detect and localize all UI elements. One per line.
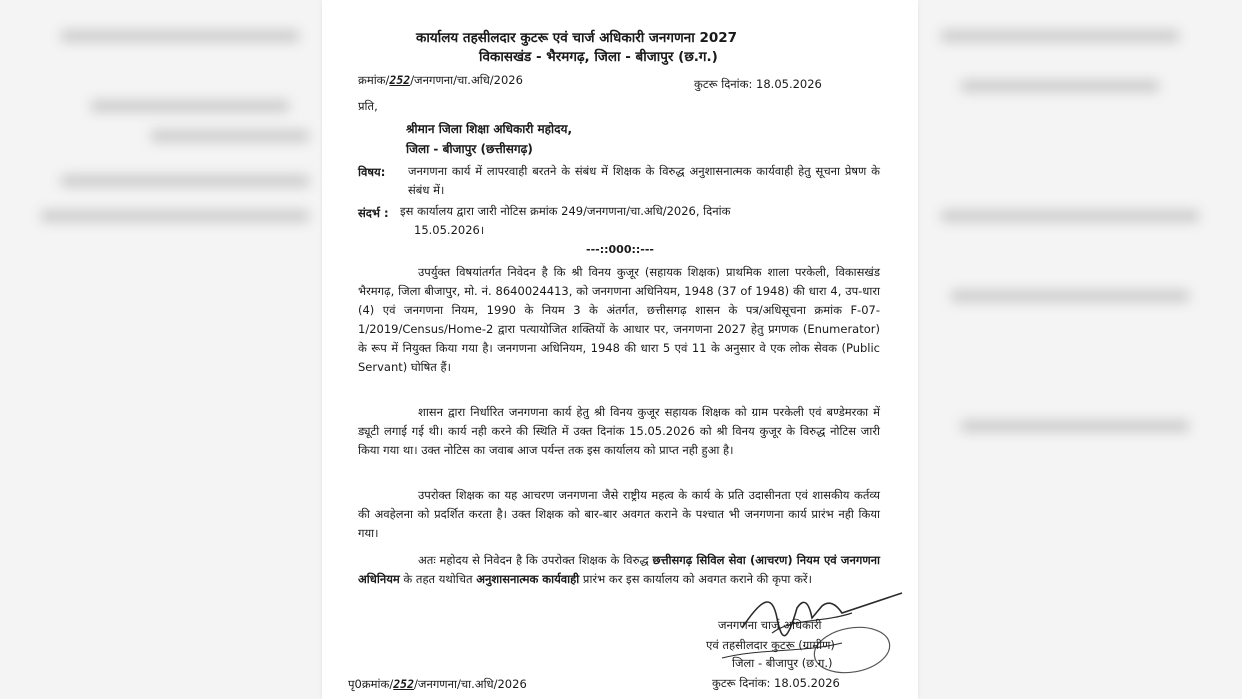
addressee-line-2: जिला - बीजापुर (छत्तीसगढ़) <box>406 142 533 156</box>
paragraph-1: उपर्युक्त विषयांतर्गत निवेदन है कि श्री विनय कुजूर (सहायक शिक्षक) प्राथमिक शाला परकेली, विकासखंड भैरमगढ़, जिला बीजापुर, मो. नं. 8640024413, को जनगणना अधिनियम, 1948 (37 of 1948) की धारा 4, उप-धारा (4) एवं जनगणना नियम, 1990 के नियम 3 के अंतर्गत, छत्तीसगढ़ शासन के पत्र/अधिसूचना क्रमांक F-07-1/2019/Census/Home-2 द्वारा पत्यायोजित शक्तियों के आधार पर, जनगणना 2027 हेतु प्रगणक (Enumerator) के रूप में नियुक्त किया गया है। जनगणना अधिनियम, 1948 की धारा 5 एवं 11 के अनुसार वे एक लोक सेवक (Public Servant) घोषित हैं। <box>358 265 880 374</box>
subject-label: विषय: <box>358 165 386 179</box>
paragraph-2: शासन द्वारा निर्धारित जनगणना कार्य हेतु श्री विनय कुजूर सहायक शिक्षक को ग्राम परकेली एवं बण्डेमरका में ड्यूटी लगाई गई थी। कार्य नही करने की स्थिति में उक्त दिनांक 15.05.2026 को श्री विनय कुजूर के विरुद्ध नोटिस जारी किया गया था। उक्त नोटिस का जवाब आज पर्यन्त तक इस कार्यालय को प्राप्त नही हुआ है। <box>358 405 880 457</box>
sandarbh-label: संदर्भ : <box>358 206 389 220</box>
endorsement-number-handwritten: 252 <box>393 677 415 691</box>
letter-page <box>322 0 918 699</box>
paragraph-3: उपरोक्त शिक्षक का यह आचरण जनगणना जैसे राष्ट्रीय महत्व के कार्य के प्रति उदासीनता एवं शासकीय कर्तव्य की अवहेलना को प्रदर्शित करता है। उक्त शिक्षक को बार-बार अवगत कराने के पश्चात भी जनगणना कार्य प्रारंभ नही किया गया। <box>358 488 880 540</box>
letter-date: कुटरू दिनांक: 18.05.2026 <box>694 77 822 91</box>
reference-number: क्रमांक/252/जनगणना/चा.अधि/2026 <box>358 73 523 87</box>
office-subtitle: विकासखंड - भैरमगढ़, जिला - बीजापुर (छ.ग.) <box>479 49 718 65</box>
signatory-line-2: एवं तहसीलदार कुटरू (ग्रामीण) <box>706 638 835 652</box>
sandarbh-line-2: 15.05.2026। <box>414 223 485 237</box>
sandarbh-line-1: इस कार्यालय द्वारा जारी नोटिस क्रमांक 249/जनगणना/चा.अधि/2026, दिनांक <box>400 204 731 218</box>
office-title: कार्यालय तहसीलदार कुटरू एवं चार्ज अधिकारी जनगणना 2027 <box>416 30 738 46</box>
addressee-line-1: श्रीमान जिला शिक्षा अधिकारी महोदय, <box>406 122 573 136</box>
subject-text: जनगणना कार्य में लापरवाही बरतने के संबंध में शिक्षक के विरुद्ध अनुशासनात्मक कार्यवाही हेतु सूचना प्रेषण के संबंध में। <box>408 164 880 197</box>
endorsement-number: पृ0क्रमांक/252/जनगणना/चा.अधि/2026 <box>348 677 527 691</box>
reference-number-handwritten: 252 <box>389 73 411 87</box>
separator: ---::000::--- <box>586 243 654 256</box>
endorsement-date: कुटरू दिनांक: 18.05.2026 <box>712 676 840 690</box>
signatory-line-1: जनगणना चार्ज अधिकारी <box>718 618 822 632</box>
addressee-prefix: प्रति, <box>358 99 378 113</box>
signatory-line-3: जिला - बीजापुर (छ.ग.) <box>732 656 833 670</box>
paragraph-4: अतः महोदय से निवेदन है कि उपरोक्त शिक्षक के विरुद्ध छत्तीसगढ़ सिविल सेवा (आचरण) नियम एवं जनगणना अधिनियम के तहत यथोचित अनुशासनात्मक कार्यवाही प्रारंभ कर इस कार्यालय को अवगत कराने की कृपा करें। <box>358 553 880 586</box>
